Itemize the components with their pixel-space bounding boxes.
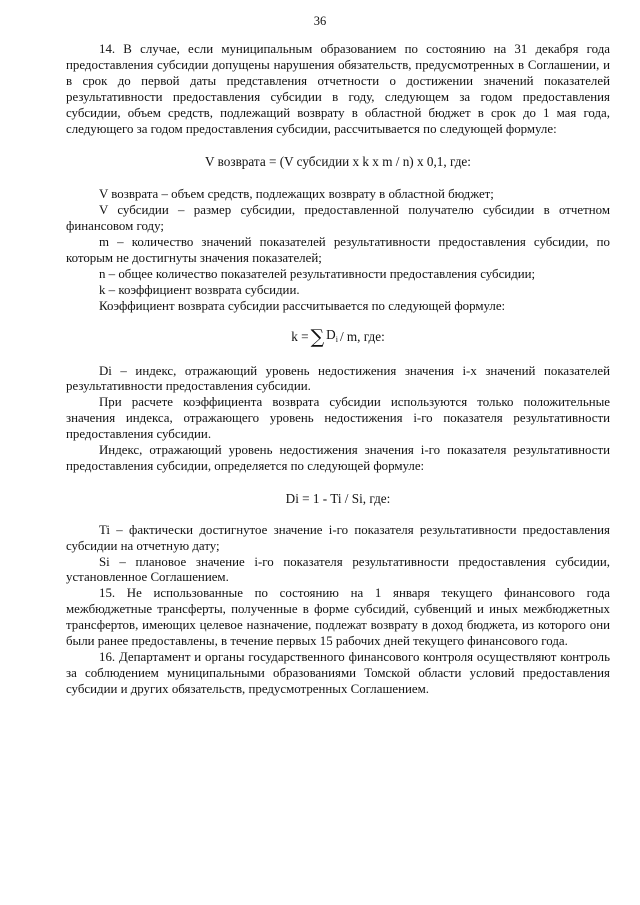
definition-n: n – общее количество показателей результативности предоставления субсидии; bbox=[99, 266, 536, 281]
document-body bbox=[66, 42, 610, 698]
index-intro: Индекс, отражающий уровень недостижения значения i-го показателя результативности предоставления субсидии, определяется по следующей формуле: bbox=[66, 443, 610, 473]
index-formula: Di = 1 - Ti / Si, где: bbox=[285, 490, 391, 506]
definition-si: Si – плановое значение i-го показателя результативности предоставления субсидии, установленное Соглашением. bbox=[66, 554, 610, 585]
coefficient-formula bbox=[66, 327, 610, 348]
page-number: 36 bbox=[313, 14, 327, 28]
positive-values-note: При расчете коэффициента возврата субсидии используются только положительные значения индекса, отражающего уровень недостижения i-го показателя результативности предоставления субсидии. bbox=[66, 395, 610, 442]
coefficient-intro: Коэффициент возврата субсидии рассчитывается по следующей формуле: bbox=[99, 298, 506, 313]
sigma-symbol: ∑ bbox=[310, 325, 325, 348]
paragraph-16: 16. Департамент и органы государственного финансового контроля осуществляют контроль за соблюдением муниципальными образованиями Томской области условий предоставления субсидии и других обязательств, предусмотренных Соглашением. bbox=[66, 650, 610, 696]
definition-k: k – коэффициент возврата субсидии. bbox=[99, 282, 300, 297]
formula-subscript: i bbox=[335, 334, 338, 344]
formula-var: D bbox=[326, 326, 336, 342]
paragraph-14: 14. В случае, если муниципальным образованием по состоянию на 31 декабря года предоставления субсидии допущены нарушения обязательств, предусмотренных в Соглашении, и в срок до первой даты представления отчетности о достижении значений показателей результативности предоставления субсидии в году, следующем за годом предоставления субсидии, объем средств, подлежащий возврату в областной бюджет в срок до 1 мая года, следующего за годом предоставления субсидии, рассчитывается по следующей формуле: bbox=[66, 42, 610, 136]
definition-ti: Ti – фактически достигнутое значение i-го показателя результативности предоставления субсидии на отчетную дату; bbox=[66, 522, 610, 553]
formula-rest: / m, где: bbox=[339, 329, 385, 345]
formula-lhs: k = bbox=[291, 329, 309, 345]
definition-m: m – количество значений показателей результативности предоставления субсидии, по которым не достигнуты значения показателей; bbox=[66, 235, 610, 265]
refund-formula: V возврата = (V субсидии x k x m / n) x 0,1, где: bbox=[205, 154, 471, 170]
definition-di: Di – индекс, отражающий уровень недостижения значения i-х значений показателей результативности предоставления субсидии. bbox=[66, 363, 610, 394]
definition-v-subsidy: V субсидии – размер субсидии, предоставленной получателю субсидии в отчетном финансовом году; bbox=[66, 203, 610, 234]
definition-v-refund: V возврата – объем средств, подлежащих возврату в областной бюджет; bbox=[99, 187, 494, 202]
paragraph-15: 15. Не использованные по состоянию на 1 января текущего финансового года межбюджетные трансферты, полученные в форме субсидий, субвенций и иных межбюджетных трансфертов, имеющих целевое назначение, подлежат возврату в доход бюджета, из которого они были ранее предоставлены, в течение первых 15 рабочих дней текущего финансового года. bbox=[66, 586, 610, 649]
